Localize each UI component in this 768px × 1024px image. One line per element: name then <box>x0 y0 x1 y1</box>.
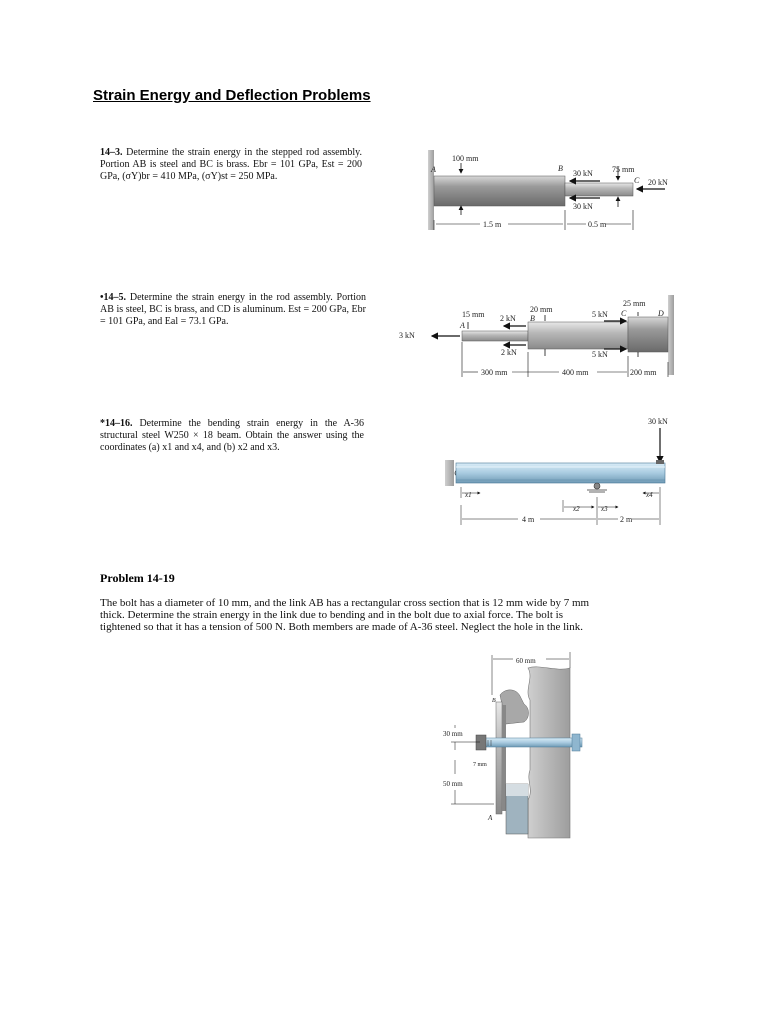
problem-number: •14–5. <box>100 292 127 303</box>
rod-segment-ab <box>434 176 565 206</box>
label-force-b-bottom: 2 kN <box>501 348 517 357</box>
bolt-head <box>572 734 580 751</box>
problem-number: 14–3. <box>100 147 123 158</box>
label-span-2: 2 m <box>620 515 633 524</box>
label-load: 30 kN <box>648 417 668 426</box>
problem-number: *14–16. <box>100 418 133 429</box>
problem-14-19-heading: Problem 14-19 <box>100 571 175 585</box>
label-force-left: 3 kN <box>399 331 415 340</box>
rod-segment-cd <box>628 317 668 352</box>
label-point-b: B <box>492 698 496 704</box>
label-point-a: A <box>460 321 465 330</box>
label-point-c: C <box>621 309 627 318</box>
roller-support <box>594 483 600 489</box>
rod-segment-bc <box>528 322 628 349</box>
label-point-a: A <box>431 165 436 174</box>
label-force-bottom: 30 kN <box>573 202 593 211</box>
label-force-top: 30 kN <box>573 169 593 178</box>
label-span-1: 4 m <box>522 515 535 524</box>
label-force-end: 20 kN <box>648 178 668 187</box>
figure-14-5 <box>399 295 674 377</box>
label-length-ab: 1.5 m <box>483 220 502 229</box>
problem-statement: Determine the bending strain energy in the A-36 structural steel W250 × 18 beam. Obtain the answer using the coordinates (a) x1 and x4, and (b) x2 and x3. <box>100 418 364 453</box>
pin-support <box>445 460 454 486</box>
wall-support <box>428 150 434 230</box>
label-dim-7: 7 mm <box>473 762 487 768</box>
label-diameter-ab: 100 mm <box>452 154 479 163</box>
figure-14-3 <box>428 150 668 230</box>
label-diameter-cd: 25 mm <box>623 299 646 308</box>
label-x1: x1 <box>465 491 472 499</box>
label-point-b: B <box>530 314 535 323</box>
label-x4: x4 <box>646 491 653 499</box>
link-ab <box>496 702 502 814</box>
page-title: Strain Energy and Deflection Problems <box>93 87 371 104</box>
label-length-bc: 0.5 m <box>588 220 607 229</box>
label-length-bc: 400 mm <box>562 368 589 377</box>
label-point-d: D <box>658 309 664 318</box>
label-length-ab: 300 mm <box>481 368 508 377</box>
label-point-a: A <box>488 814 493 822</box>
label-dim-30: 30 mm <box>443 730 463 738</box>
label-point-c: C <box>634 176 640 185</box>
label-diameter-bc: 75 mm <box>612 165 635 174</box>
problem-14-19-text: The bolt has a diameter of 10 mm, and the link AB has a rectangular cross section that is 12 mm wide by 7 mm thick. Determine the strain energy in the link due to bending and in the bolt due to axial force. The bolt is tightened so that it has a tension of 500 N. Both members are made of A-36 steel. Neglect the hole in the link. <box>100 597 590 633</box>
wall-plate <box>528 667 570 838</box>
wall-support <box>668 295 674 375</box>
label-diameter-bc: 20 mm <box>530 305 553 314</box>
label-force-c-bottom: 5 kN <box>592 350 608 359</box>
label-diameter-ab: 15 mm <box>462 310 485 319</box>
label-width: 60 mm <box>516 657 536 665</box>
label-dim-50: 50 mm <box>443 780 463 788</box>
problem-statement: Determine the strain energy in the rod assembly. Portion AB is steel, BC is brass, and CD is aluminum. Est = 200 GPa, Ebr = 101 GPa, and Eal = 73.1 GPa. <box>100 292 367 327</box>
problem-statement: Determine the strain energy in the stepped rod assembly. Portion AB is steel and BC is brass. Ebr = 101 GPa, Est = 200 GPa, (σY)br = 410 MPa, (σY)st = 250 MPa. <box>100 147 362 182</box>
label-x2: x2 <box>573 505 580 513</box>
figure-14-19 <box>443 652 582 838</box>
label-x3: x3 <box>601 505 608 513</box>
rod-segment-bc <box>565 183 633 196</box>
label-force-c-top: 5 kN <box>592 310 608 319</box>
bolt <box>482 738 582 747</box>
rod-segment-ab <box>462 331 528 341</box>
bolt-nut <box>476 735 486 750</box>
label-force-b-top: 2 kN <box>500 314 516 323</box>
figure-14-16 <box>445 417 668 525</box>
label-point-b: B <box>558 164 563 173</box>
label-length-cd: 200 mm <box>630 368 657 377</box>
